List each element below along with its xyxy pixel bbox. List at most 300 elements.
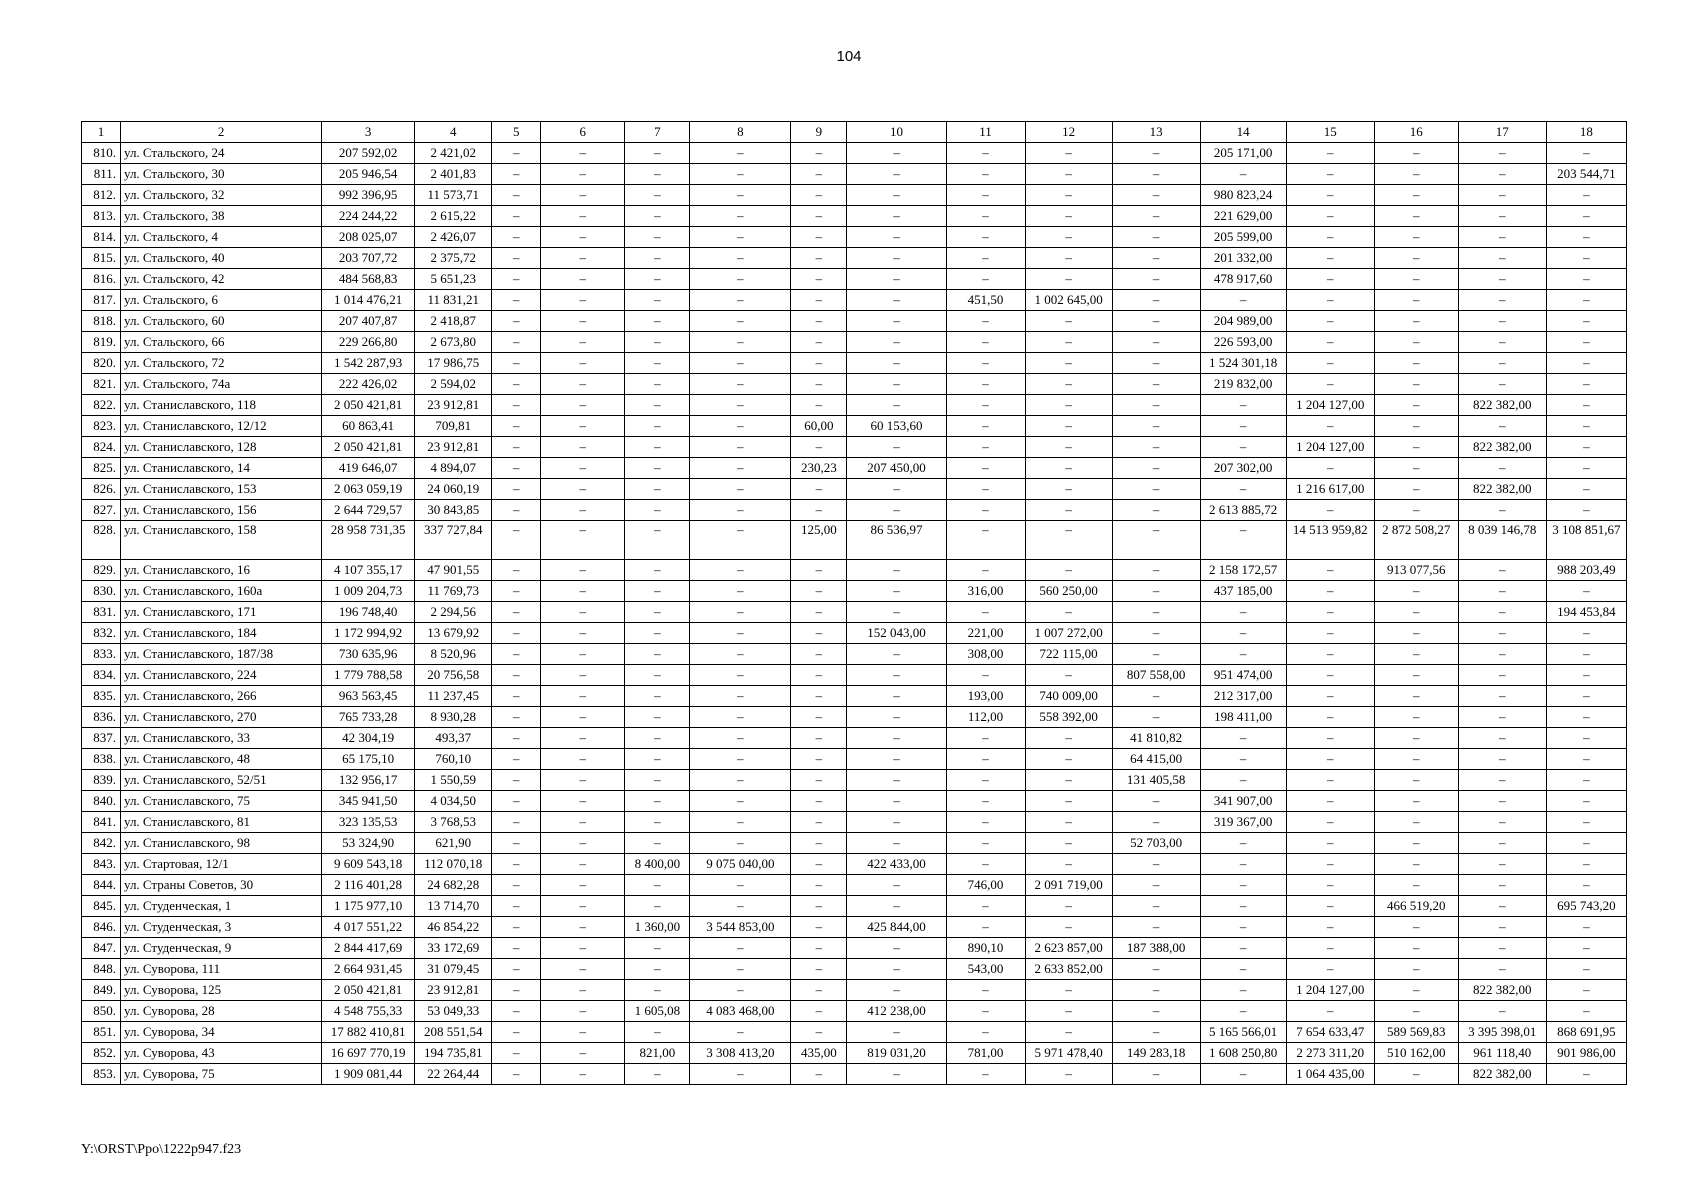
table-cell: 825. [82,458,121,479]
table-cell: – [625,875,690,896]
table-cell: – [946,728,1025,749]
table-cell: – [1112,1001,1200,1022]
table-cell: – [541,185,625,206]
table-cell: – [690,227,791,248]
table-cell: – [1546,416,1626,437]
table-cell: – [1112,206,1200,227]
table-cell: – [1200,770,1286,791]
file-path-footer: Y:\ORST\Ppo\1222p947.f23 [81,1142,242,1157]
table-cell: – [1200,917,1286,938]
table-cell: – [541,521,625,560]
table-cell: – [1025,521,1112,560]
table-cell: 837. [82,728,121,749]
table-row [82,1043,1627,1064]
table-cell: – [946,1001,1025,1022]
table-cell: – [541,812,625,833]
table-cell: – [1374,959,1458,980]
table-cell: – [625,1064,690,1085]
table-cell: – [541,164,625,185]
table-cell: 849. [82,980,121,1001]
table-cell: – [791,143,847,164]
table-cell: – [847,1022,946,1043]
table-cell: 822 382,00 [1458,980,1546,1001]
table-cell: 3 768,53 [415,812,492,833]
table-cell: – [1112,686,1200,707]
table-cell: 47 901,55 [415,560,492,581]
table-cell: 1 172 994,92 [322,623,415,644]
table-row [82,248,1627,269]
column-header: 18 [1546,122,1626,143]
table-cell: 821. [82,374,121,395]
table-cell: – [946,854,1025,875]
table-cell: 2 158 172,57 [1200,560,1286,581]
table-cell: – [847,332,946,353]
table-cell: – [1112,959,1200,980]
table-cell: 419 646,07 [322,458,415,479]
table-cell: – [690,311,791,332]
table-cell: – [690,479,791,500]
table-cell: ул. Студенческая, 1 [121,896,322,917]
table-cell: – [1458,938,1546,959]
table-cell: – [1546,143,1626,164]
table-cell: 466 519,20 [1374,896,1458,917]
table-cell: – [1546,332,1626,353]
table-cell: – [1374,1064,1458,1085]
table-cell: 16 697 770,19 [322,1043,415,1064]
table-cell: – [492,1064,541,1085]
table-cell: 890,10 [946,938,1025,959]
table-cell: – [1374,602,1458,623]
table-cell: – [1374,812,1458,833]
table-row [82,185,1627,206]
table-cell: – [541,269,625,290]
table-cell: ул. Студенческая, 3 [121,917,322,938]
table-cell: 196 748,40 [322,602,415,623]
table-row [82,458,1627,479]
table-cell: – [541,875,625,896]
table-cell: – [1546,185,1626,206]
table-cell: – [690,437,791,458]
table-cell: – [1025,311,1112,332]
table-cell: 2 273 311,20 [1286,1043,1374,1064]
table-cell: – [541,500,625,521]
table-cell: – [625,227,690,248]
table-cell: 484 568,83 [322,269,415,290]
table-cell: – [690,812,791,833]
table-cell: ул. Станиславского, 270 [121,707,322,728]
table-cell: – [946,500,1025,521]
table-cell: – [625,959,690,980]
table-cell: 2 418,87 [415,311,492,332]
table-cell: – [791,395,847,416]
table-cell: 323 135,53 [322,812,415,833]
table-cell: – [946,458,1025,479]
table-cell: – [1546,749,1626,770]
table-cell: – [1025,143,1112,164]
table-cell: 963 563,45 [322,686,415,707]
table-cell: – [1286,290,1374,311]
table-cell: – [946,791,1025,812]
table-row [82,770,1627,791]
table-cell: 193,00 [946,686,1025,707]
table-cell: 589 569,83 [1374,1022,1458,1043]
table-cell: – [1286,854,1374,875]
table-cell: – [541,938,625,959]
table-cell: – [690,332,791,353]
table-cell: – [1546,686,1626,707]
table-row [82,1022,1627,1043]
table-cell: – [1374,353,1458,374]
table-cell: – [625,311,690,332]
table-cell: – [690,1064,791,1085]
table-cell: – [492,833,541,854]
table-cell: – [791,332,847,353]
table-cell: 8 930,28 [415,707,492,728]
table-cell: – [625,521,690,560]
table-row [82,143,1627,164]
table-cell: – [1025,248,1112,269]
table-cell: – [1112,560,1200,581]
table-cell: 221 629,00 [1200,206,1286,227]
table-cell: – [1200,1001,1286,1022]
table-cell: – [946,980,1025,1001]
table-cell: – [847,686,946,707]
table-cell: – [1286,728,1374,749]
table-cell: 112,00 [946,707,1025,728]
table-row [82,854,1627,875]
table-cell: – [1286,1001,1374,1022]
table-cell: – [625,458,690,479]
table-cell: – [492,980,541,1001]
table-cell: ул. Стартовая, 12/1 [121,854,322,875]
table-cell: – [847,770,946,791]
table-cell: – [1546,311,1626,332]
table-cell: – [791,833,847,854]
table-cell: 781,00 [946,1043,1025,1064]
table-cell: 746,00 [946,875,1025,896]
table-cell: – [625,812,690,833]
table-cell: – [541,479,625,500]
table-cell: – [1546,248,1626,269]
table-cell: – [946,602,1025,623]
table-cell: – [1286,959,1374,980]
table-cell: – [791,269,847,290]
table-cell: – [492,437,541,458]
table-cell: – [1112,707,1200,728]
column-header: 14 [1200,122,1286,143]
column-header: 17 [1458,122,1546,143]
table-cell: 543,00 [946,959,1025,980]
table-cell: – [791,707,847,728]
table-cell: ул. Суворова, 43 [121,1043,322,1064]
table-cell: – [492,938,541,959]
table-cell: – [1025,479,1112,500]
table-cell: – [791,581,847,602]
table-cell: ул. Станиславского, 16 [121,560,322,581]
table-cell: 152 043,00 [847,623,946,644]
table-cell: 60 153,60 [847,416,946,437]
table-cell: – [492,665,541,686]
table-cell: – [791,437,847,458]
table-cell: – [1025,269,1112,290]
table-cell: – [791,1064,847,1085]
table-cell: 2 091 719,00 [1025,875,1112,896]
table-cell: 811. [82,164,121,185]
table-cell: 1 608 250,80 [1200,1043,1286,1064]
table-cell: ул. Суворова, 28 [121,1001,322,1022]
table-cell: 1 014 476,21 [322,290,415,311]
table-cell: – [1374,623,1458,644]
table-cell: 2 050 421,81 [322,395,415,416]
table-cell: – [1112,332,1200,353]
table-row [82,1001,1627,1022]
table-cell: – [946,395,1025,416]
table-cell: 493,37 [415,728,492,749]
table-cell: – [690,938,791,959]
table-cell: ул. Станиславского, 171 [121,602,322,623]
table-cell: – [791,686,847,707]
table-cell: 3 108 851,67 [1546,521,1626,560]
table-cell: ул. Стальского, 30 [121,164,322,185]
table-cell: – [492,602,541,623]
table-cell: ул. Станиславского, 266 [121,686,322,707]
table-cell: 4 017 551,22 [322,917,415,938]
table-cell: – [625,500,690,521]
table-cell: – [1025,980,1112,1001]
table-cell: – [1458,143,1546,164]
table-cell: 843. [82,854,121,875]
table-cell: – [1286,143,1374,164]
table-cell: – [1546,875,1626,896]
table-cell: – [690,707,791,728]
table-cell: – [1546,959,1626,980]
table-cell: 1 360,00 [625,917,690,938]
table-cell: – [625,749,690,770]
table-cell: – [492,581,541,602]
table-cell: – [847,728,946,749]
table-cell: – [1286,227,1374,248]
table-cell: 2 050 421,81 [322,437,415,458]
table-cell: – [847,1064,946,1085]
table-cell: 194 735,81 [415,1043,492,1064]
table-cell: – [1286,875,1374,896]
table-cell: – [1458,896,1546,917]
table-row [82,686,1627,707]
table-row [82,164,1627,185]
table-cell: 205 599,00 [1200,227,1286,248]
table-cell: – [1286,833,1374,854]
table-cell: 2 063 059,19 [322,479,415,500]
table-cell: – [791,206,847,227]
table-cell: – [1286,416,1374,437]
table-cell: – [541,1043,625,1064]
table-cell: – [492,812,541,833]
table-row [82,395,1627,416]
table-cell: – [1546,290,1626,311]
table-cell: – [1374,749,1458,770]
data-table [81,121,1627,1085]
table-cell: – [847,749,946,770]
table-cell: – [1374,332,1458,353]
table-cell: – [1112,269,1200,290]
table-cell: – [1374,248,1458,269]
table-cell: 817. [82,290,121,311]
table-cell: – [1374,938,1458,959]
column-header: 15 [1286,122,1374,143]
table-cell: – [625,269,690,290]
table-cell: 765 733,28 [322,707,415,728]
table-cell: – [625,707,690,728]
table-cell: – [541,290,625,311]
table-cell: – [1458,1001,1546,1022]
table-cell: – [1458,353,1546,374]
table-cell: – [1200,749,1286,770]
table-cell: 28 958 731,35 [322,521,415,560]
table-row [82,374,1627,395]
table-cell: 852. [82,1043,121,1064]
table-cell: – [492,875,541,896]
table-cell: – [1200,896,1286,917]
table-cell: 2 375,72 [415,248,492,269]
table-cell: – [1546,1001,1626,1022]
table-cell: – [1374,770,1458,791]
column-header: 4 [415,122,492,143]
table-cell: ул. Стальского, 32 [121,185,322,206]
column-header: 12 [1025,122,1112,143]
table-cell: – [1458,791,1546,812]
table-cell: – [1458,206,1546,227]
table-cell: – [1458,602,1546,623]
table-cell: 131 405,58 [1112,770,1200,791]
table-cell: – [1458,959,1546,980]
table-cell: 30 843,85 [415,500,492,521]
table-cell: 205 946,54 [322,164,415,185]
table-cell: – [946,269,1025,290]
table-cell: – [492,644,541,665]
table-cell: – [791,227,847,248]
table-cell: – [791,479,847,500]
table-cell: – [847,560,946,581]
table-cell: – [1546,458,1626,479]
table-cell: – [1112,896,1200,917]
table-cell: – [946,917,1025,938]
table-cell: 818. [82,311,121,332]
table-cell: – [1374,395,1458,416]
table-cell: – [541,437,625,458]
table-cell: – [946,416,1025,437]
table-cell: 207 407,87 [322,311,415,332]
table-cell: ул. Станиславского, 12/12 [121,416,322,437]
table-cell: – [946,164,1025,185]
table-cell: 2 294,56 [415,602,492,623]
table-cell: – [1112,458,1200,479]
table-cell: – [541,143,625,164]
table-cell: – [1374,269,1458,290]
table-cell: – [1374,980,1458,1001]
table-cell: – [541,311,625,332]
table-cell: 222 426,02 [322,374,415,395]
table-cell: – [1374,458,1458,479]
table-cell: 839. [82,770,121,791]
table-cell: 836. [82,707,121,728]
table-cell: – [690,749,791,770]
table-cell: – [791,812,847,833]
table-cell: – [791,917,847,938]
table-cell: 2 116 401,28 [322,875,415,896]
table-cell: – [541,353,625,374]
table-cell: – [1286,269,1374,290]
table-cell: – [946,185,1025,206]
table-cell: 3 395 398,01 [1458,1022,1546,1043]
column-header: 1 [82,122,121,143]
table-cell: – [1200,479,1286,500]
table-cell: – [690,395,791,416]
table-cell: 4 083 468,00 [690,1001,791,1022]
table-cell: – [791,1001,847,1022]
table-cell: – [1112,185,1200,206]
table-cell: – [1458,686,1546,707]
table-cell: – [1286,623,1374,644]
table-cell: – [1025,560,1112,581]
table-cell: ул. Суворова, 125 [121,980,322,1001]
table-cell: – [492,1043,541,1064]
table-cell: 422 433,00 [847,854,946,875]
table-cell: – [690,686,791,707]
table-cell: – [1374,206,1458,227]
table-cell: 722 115,00 [1025,644,1112,665]
table-cell: – [1286,185,1374,206]
table-cell: – [541,749,625,770]
table-row [82,791,1627,812]
table-cell: 828. [82,521,121,560]
table-cell: 11 573,71 [415,185,492,206]
table-cell: 992 396,95 [322,185,415,206]
table-cell: – [492,749,541,770]
table-cell: 1 204 127,00 [1286,980,1374,1001]
table-cell: – [946,521,1025,560]
table-cell: – [946,437,1025,458]
table-cell: ул. Страны Советов, 30 [121,875,322,896]
table-cell: – [1200,980,1286,1001]
table-row [82,269,1627,290]
table-cell: 337 727,84 [415,521,492,560]
table-cell: 951 474,00 [1200,665,1286,686]
table-cell: – [1200,1064,1286,1085]
table-cell: ул. Станиславского, 81 [121,812,322,833]
table-cell: – [1200,437,1286,458]
table-row [82,833,1627,854]
table-cell: 2 644 729,57 [322,500,415,521]
table-cell: – [791,374,847,395]
table-cell: – [690,602,791,623]
table-cell: – [791,959,847,980]
table-row [82,521,1627,560]
table-cell: – [1286,248,1374,269]
table-cell: – [1458,416,1546,437]
table-cell: 822. [82,395,121,416]
table-cell: 913 077,56 [1374,560,1458,581]
table-cell: 226 593,00 [1200,332,1286,353]
table-cell: – [492,185,541,206]
table-cell: – [1374,374,1458,395]
column-header: 13 [1112,122,1200,143]
page-number: 104 [836,48,862,65]
table-cell: – [625,623,690,644]
table-cell: – [1458,749,1546,770]
table-cell: – [492,521,541,560]
table-cell: – [847,896,946,917]
table-cell: ул. Стальского, 4 [121,227,322,248]
